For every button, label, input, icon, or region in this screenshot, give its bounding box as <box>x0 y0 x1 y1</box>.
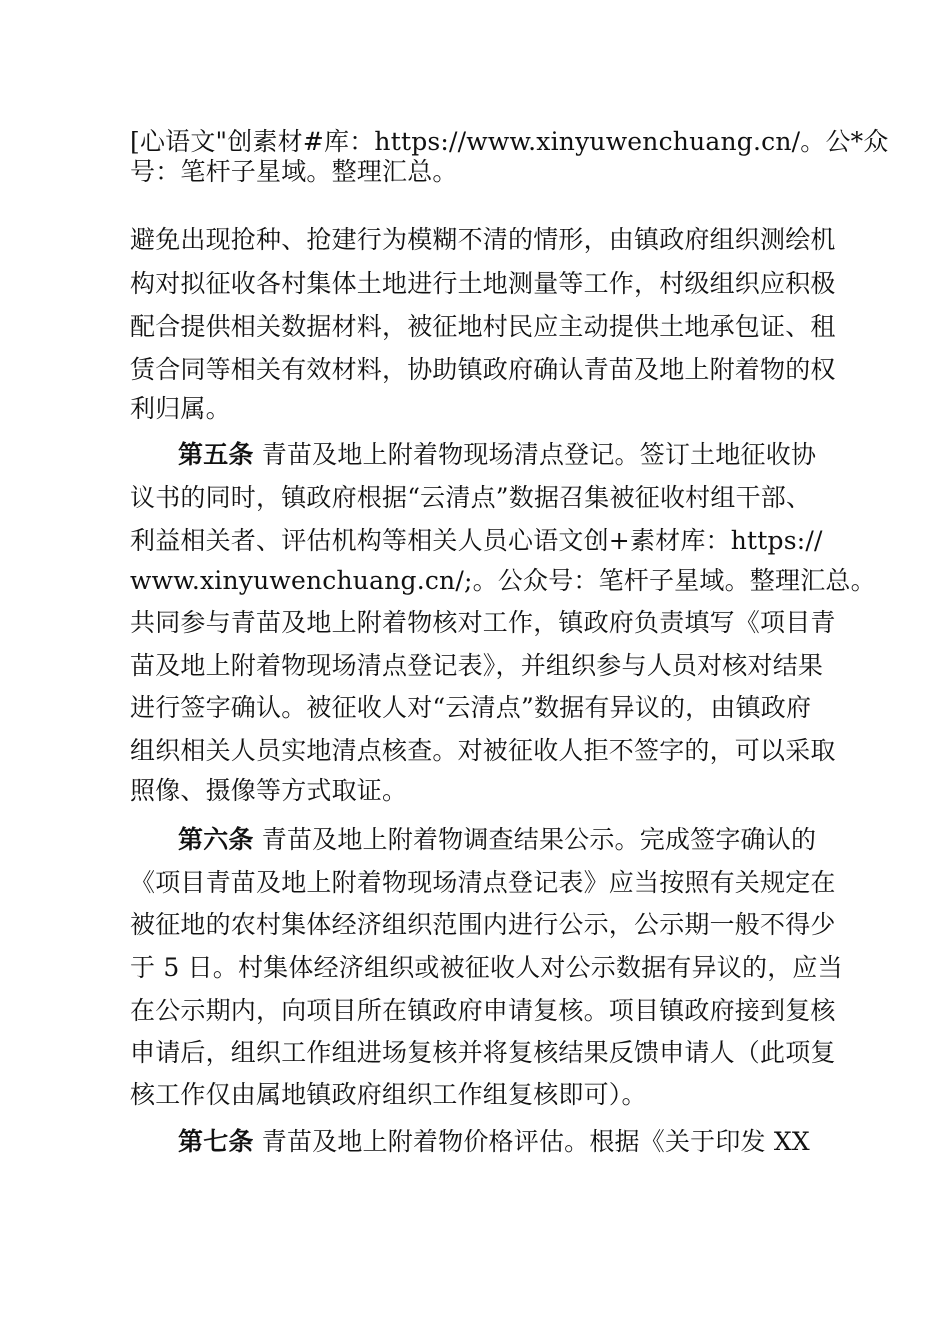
paragraph-line: 共同参与青苗及地上附着物核对工作，镇政府负责填写《项目青 <box>130 608 836 637</box>
article-7-first-line <box>178 1127 810 1157</box>
paragraph-line: 议书的同时，镇政府根据“云清点”数据召集被征收村组干部、 <box>130 483 812 512</box>
paragraph-line: 进行签字确认。被征收人对“云清点”数据有异议的，由镇政府 <box>130 693 812 722</box>
paragraph-line: 避免出现抢种、抢建行为模糊不清的情形，由镇政府组织测绘机 <box>130 225 836 254</box>
paragraph-line: 《项目青苗及地上附着物现场清点登记表》应当按照有关规定在 <box>130 868 836 897</box>
article-6-title: 青苗及地上附着物调查结果公示。完成签字确认的 <box>253 825 817 854</box>
article-5-title: 青苗及地上附着物现场清点登记。签订土地征收协 <box>253 440 817 469</box>
paragraph-line: 照像、摄像等方式取证。 <box>130 776 408 805</box>
paragraph-line: 于 5 日。村集体经济组织或被征收人对公示数据有异议的，应当 <box>130 953 843 982</box>
paragraph-line: 利归属。 <box>130 394 231 423</box>
header-line-2: 号：笔杆子星域。整理汇总。 <box>130 157 458 186</box>
paragraph-line: 配合提供相关数据材料，被征地村民应主动提供土地承包证、租 <box>130 312 836 341</box>
paragraph-line: 利益相关者、评估机构等相关人员心语文创+素材库：https:// <box>130 526 823 555</box>
paragraph-line: 被征地的农村集体经济组织范围内进行公示，公示期一般不得少 <box>130 910 836 939</box>
article-6-first-line <box>178 825 816 855</box>
paragraph-line: www.xinyuwenchuang.cn/;。公众号：笔杆子星域。整理汇总。 <box>130 566 876 595</box>
paragraph-line: 组织相关人员实地清点核查。对被征收人拒不签字的，可以采取 <box>130 736 836 765</box>
paragraph-line: 在公示期内，向项目所在镇政府申请复核。项目镇政府接到复核 <box>130 996 836 1025</box>
paragraph-line: 核工作仅由属地镇政府组织工作组复核即可）。 <box>130 1080 647 1109</box>
paragraph-line: 赁合同等相关有效材料，协助镇政府确认青苗及地上附着物的权 <box>130 355 836 384</box>
article-5-heading: 第五条 <box>178 440 254 469</box>
paragraph-line: 构对拟征收各村集体土地进行土地测量等工作，村级组织应积极 <box>130 269 836 298</box>
article-7-heading: 第七条 <box>178 1127 254 1156</box>
article-7-title: 青苗及地上附着物价格评估。根据《关于印发 XX <box>253 1127 810 1156</box>
paragraph-line: 苗及地上附着物现场清点登记表》，并组织参与人员对核对结果 <box>130 651 824 680</box>
paragraph-line: 申请后，组织工作组进场复核并将复核结果反馈申请人（此项复 <box>130 1038 836 1067</box>
article-5-first-line <box>178 440 816 470</box>
article-6-heading: 第六条 <box>178 825 254 854</box>
header-line-1: [心语文"创素材#库：https://www.xinyuwenchuang.cn/。公*众 <box>130 127 889 156</box>
